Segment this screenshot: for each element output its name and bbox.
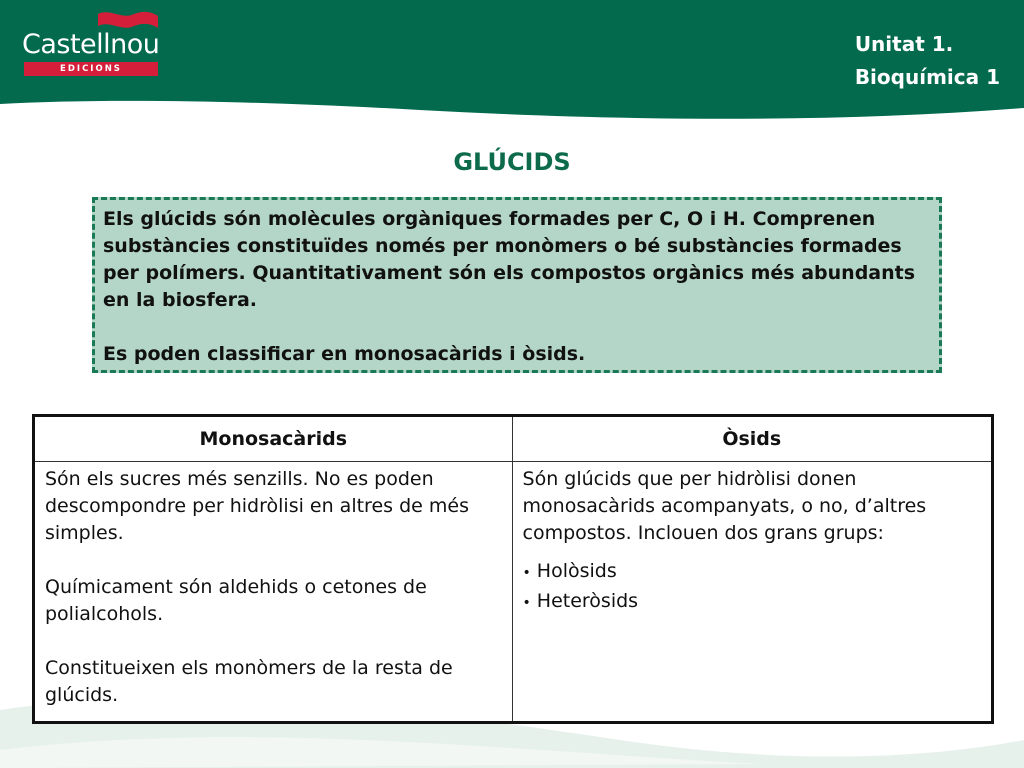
classification-table — [32, 414, 994, 724]
unit-number: Unitat 1. — [854, 32, 954, 56]
logo-wordmark: Castellnou — [22, 29, 160, 60]
intro-box — [92, 197, 942, 373]
unit-label — [855, 28, 1000, 94]
unit-topic: Bioquímica 1 — [854, 65, 1000, 89]
intro-paragraph-classification: Es poden classificar en monosacàrids i òsids. — [103, 343, 586, 365]
table-header-row — [34, 416, 993, 462]
osids-description: Són glúcids que per hidròlisi donen monosacàrids acompanyats, o no, d’altres compostos. Inclouen dos grans grups: — [522, 468, 927, 544]
table-row — [34, 462, 993, 723]
page-title: GLÚCIDS — [453, 148, 571, 176]
castellnou-logo — [22, 10, 162, 78]
header-monosacarids: Monosacàrids — [34, 416, 513, 462]
cell-monosacarids — [34, 462, 513, 723]
logo-subtitle: EDICIONS — [24, 62, 158, 76]
osids-types-list — [523, 557, 981, 617]
intro-paragraph-definition: Els glúcids són molècules orgàniques formades per C, O i H. Comprenen substàncies constituïdes només per monòmers o bé substàncies formades per polímers. Quantitativament són els compostos orgànics més abundants en la biosfera. — [103, 208, 916, 311]
list-item-heterosids: • Heteròsids — [523, 587, 981, 617]
mono-description: Són els sucres més senzills. No es poden descompondre per hidròlisi en altres de més simples. — [45, 468, 469, 544]
mono-role: Constitueixen els monòmers de la resta de glúcids. — [45, 657, 453, 706]
cell-osids — [512, 462, 992, 723]
header-osids: Òsids — [512, 416, 992, 462]
mono-chemistry: Químicament són aldehids o cetones de polialcohols. — [45, 576, 427, 625]
list-item-holosids: • Holòsids — [523, 557, 981, 587]
